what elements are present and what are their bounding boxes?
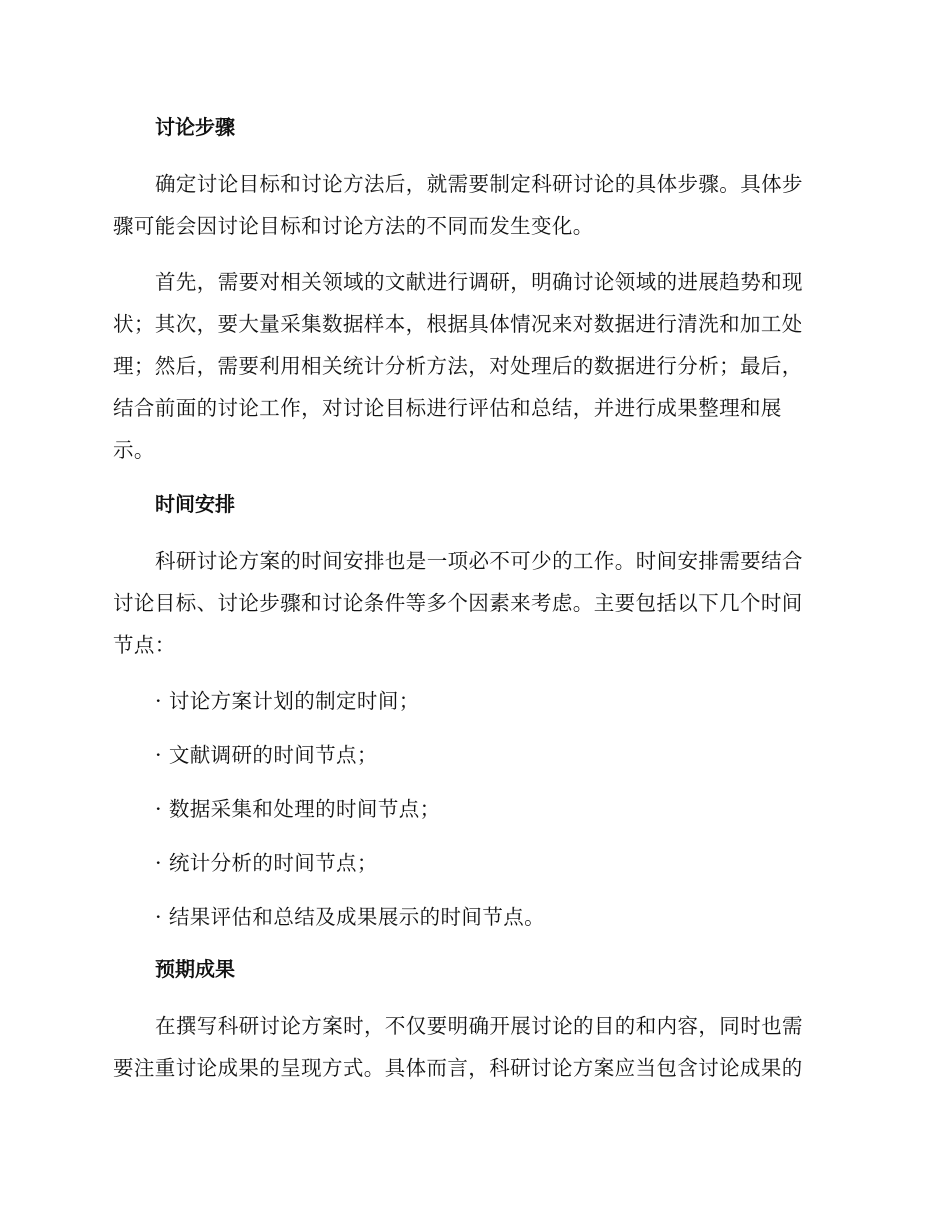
text-line: 理；然后，需要利用相关统计分析方法，对处理后的数据进行分析；最后， bbox=[113, 354, 803, 378]
paragraph-expected-results bbox=[113, 1005, 833, 1089]
text-line: 在撰写科研讨论方案时，不仅要明确开展讨论的目的和内容，同时也需 bbox=[155, 1014, 803, 1038]
section-heading-discussion-steps: 讨论步骤 bbox=[155, 115, 235, 139]
text-line: 讨论目标、讨论步骤和讨论条件等多个因素来考虑。主要包括以下几个时间 bbox=[113, 591, 803, 615]
text-line: 骤可能会因讨论目标和讨论方法的不同而发生变化。 bbox=[113, 214, 594, 238]
list-item: · 数据采集和处理的时间节点； bbox=[155, 797, 441, 821]
list-item: · 统计分析的时间节点； bbox=[155, 851, 378, 875]
text-line: 要注重讨论成果的呈现方式。具体而言，科研讨论方案应当包含讨论成果的 bbox=[113, 1056, 803, 1080]
text-line: 节点： bbox=[113, 633, 176, 657]
text-line: 首先，需要对相关领域的文献进行调研，明确讨论领域的进展趋势和现 bbox=[155, 270, 803, 294]
text-line: 示。 bbox=[113, 438, 155, 462]
paragraph-steps-intro bbox=[113, 163, 833, 247]
section-heading-time-schedule: 时间安排 bbox=[155, 492, 235, 516]
paragraph-schedule-intro bbox=[113, 540, 833, 666]
text-line: 科研讨论方案的时间安排也是一项必不可少的工作。时间安排需要结合 bbox=[155, 549, 803, 573]
list-item: · 文献调研的时间节点； bbox=[155, 743, 378, 767]
text-line: 确定讨论目标和讨论方法后，就需要制定科研讨论的具体步骤。具体步 bbox=[155, 172, 803, 196]
section-heading-expected-results: 预期成果 bbox=[155, 957, 235, 981]
list-item: · 结果评估和总结及成果展示的时间节点。 bbox=[155, 905, 546, 929]
text-line: 状；其次，要大量采集数据样本，根据具体情况来对数据进行清洗和加工处 bbox=[113, 312, 803, 336]
paragraph-steps-detail bbox=[113, 261, 833, 471]
document-content bbox=[113, 108, 833, 1103]
text-line: 结合前面的讨论工作，对讨论目标进行评估和总结，并进行成果整理和展 bbox=[113, 396, 782, 420]
list-item: · 讨论方案计划的制定时间； bbox=[155, 689, 420, 713]
